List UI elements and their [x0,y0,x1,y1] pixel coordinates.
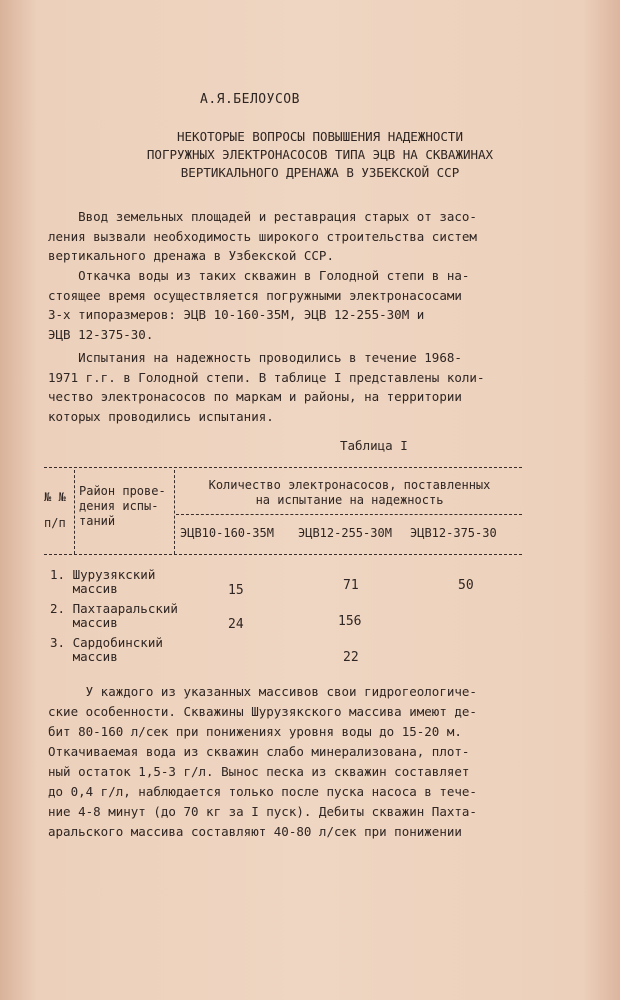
column-header: ЭЦВ10-160-35М [180,526,274,540]
text-line: У каждого из указанных массивов свои гидрогеологиче- [48,684,477,699]
table-cell: 24 [228,617,244,632]
table-mid-rule [176,514,522,515]
table-column-divider [74,470,75,554]
title-line: ПОГРУЖНЫХ ЭЛЕКТРОНАСОСОВ ТИПА ЭЦВ НА СКВАЖИНАХ [146,147,494,162]
text-line: бит 80-160 л/сек при понижениях уровня воды до 15-20 м. [48,724,462,739]
table-cell: 71 [343,578,359,593]
text-line: аральского массива составляют 40-80 л/сек при понижении [48,824,462,839]
row-label: 1. Шурузякский массив [50,567,156,596]
paragraph-hydrogeology [48,682,528,842]
table-top-rule [44,467,522,468]
header-number: № № [44,490,66,504]
text-line: Откачиваемая вода из скважин слабо минерализована, плот- [48,744,470,759]
text-line: стоящее время осуществляется погружными электронасосами [48,287,462,303]
title-line: НЕКОТОРЫЕ ВОПРОСЫ ПОВЫШЕНИЯ НАДЕЖНОСТИ [177,129,463,144]
text-line: 3-х типоразмеров: ЭЦВ 10-160-35М, ЭЦВ 12-255-30М и [48,307,425,322]
paragraph-pumping [48,266,508,344]
table-caption: Таблица I [340,438,408,453]
paragraph-testing [48,348,508,426]
text-line: ЭЦВ 12-375-30. [48,326,154,342]
column-header: ЭЦВ12-255-30М [298,526,392,540]
header-region: Район прове- дения испы- таний [79,484,166,528]
text-line: ские особенности. Скважины Шурузякского массива имеют де- [48,704,477,719]
table-cell: 15 [228,583,244,598]
text-line: ления вызвали необходимость широкого строительства систем [48,228,477,244]
title-line: ВЕРТИКАЛЬНОГО ДРЕНАЖА В УЗБЕКСКОЙ ССР [180,165,460,180]
text-line: ный остаток 1,5-3 г/л. Вынос песка из скважин составляет [48,764,470,779]
table-header-rule [44,554,522,555]
column-header: ЭЦВ12-375-30 [410,526,497,540]
row-label: 2. Пахтааральский массив [50,601,178,630]
table-cell: 22 [343,650,359,665]
text-line: до 0,4 г/л, наблюдается только после пуска насоса в тече- [48,784,477,799]
article-title [60,128,580,182]
author-name: А.Я.БЕЛОУСОВ [200,92,300,107]
text-line: ние 4-8 минут (до 70 кг за I пуск). Дебиты скважин Пахта- [48,804,477,819]
text-line: Ввод земельных площадей и реставрация старых от засо- [48,209,477,224]
table-cell: 50 [458,578,474,593]
header-number-sub: п/п [44,516,66,530]
text-line: которых проводились испытания. [48,408,274,424]
paragraph-intro [48,207,508,266]
text-line: Испытания на надежность проводились в течение 1968- [48,350,462,365]
text-line: Откачка воды из таких скважин в Голодной степи в на- [48,268,470,283]
row-label: 3. Сардобинский массив [50,635,163,664]
text-line: 1971 г.г. в Голодной степи. В таблице I представлены коли- [48,369,485,385]
header-quantity: Количество электронасосов, поставленных на испытание на надежность [208,478,491,507]
text-line: чество электронасосов по маркам и районы, на территории [48,389,462,404]
text-line: вертикального дренажа в Узбекской ССР. [48,248,334,263]
table-cell: 156 [338,614,362,629]
